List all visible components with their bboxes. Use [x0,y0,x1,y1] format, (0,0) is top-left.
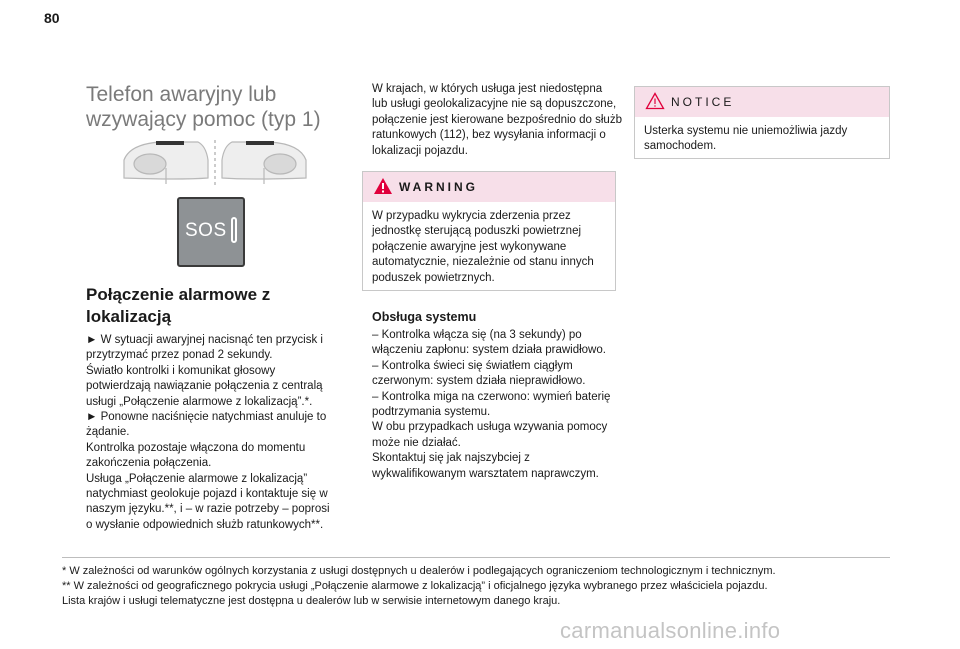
sos-indicator-light [231,217,237,243]
body-line: zakończenia połączenia. [86,457,212,470]
body-line: o wysłanie odpowiednich służb ratunkowych**. [86,518,324,531]
sos-button-illustration [177,197,245,267]
page-title [86,82,356,132]
body-line: żądanie. [86,426,130,439]
warning-line: W przypadku wykrycia zderzenia przez [372,210,571,222]
body-line: ► W sytuacji awaryjnej nacisnąć ten przycisk i [86,334,323,346]
body-line: usługi „Połączenie alarmowe z lokalizacją”.*. [86,395,313,408]
notice-callout [634,86,890,159]
title-line: wzywający pomoc (typ 1) [86,108,321,131]
right-cabin-drawing [222,142,306,184]
warning-callout [362,171,616,291]
warning-header [363,172,615,202]
body-line: natychmiast geolokuje pojazd i kontaktuje się w [86,488,328,501]
body-line: przytrzymać przez ponad 2 sekundy. [86,349,273,362]
notice-body [635,117,889,163]
system-line: W obu przypadkach usługa wzywania pomocy [372,421,608,434]
body-line: potwierdzają nawiązanie połączenia z centralą [86,380,323,393]
body-line: Światło kontrolki i komunikat głosowy [86,364,276,377]
dashboard-illustration [120,138,310,188]
system-line: podtrzymania systemu. [372,406,491,419]
left-overhead-module [156,141,184,145]
footnote: ** W zależności od geograficznego pokrycia usługi „Połączenie alarmowe z lokalizacją” i oficjalnego języka wybranego przez właściciela pojazdu. [62,580,768,592]
warning-line: automatycznie, niezależnie od stanu innych [372,256,594,269]
warning-triangle-icon [373,177,393,195]
footnote: Lista krajów i usługi telematyczne jest dostępna u dealerów lub w serwisie internetowym danego kraju. [62,595,561,607]
right-overhead-module [246,141,274,145]
system-line: – Kontrolka świeci się światłem ciągłym [372,359,573,372]
system-line: wykwalifikowanym warsztatem naprawczym. [372,467,599,480]
left-cabin-drawing [124,142,208,184]
warning-body [363,202,615,294]
body-line: Usługa „Połączenie alarmowe z lokalizacją” [86,472,308,485]
notice-line: Usterka systemu nie uniemożliwia jazdy [644,125,848,137]
intro-line: lokalizacji pojazdu. [372,144,468,157]
notice-label: NOTICE [671,95,735,109]
system-line: może nie działać. [372,436,461,449]
system-heading: Obsługa systemu [372,310,477,324]
warning-line: poduszek powietrznych. [372,271,495,284]
title-line: Telefon awaryjny lub [86,83,277,106]
notice-header [635,87,889,117]
warning-line: jednostkę sterującą poduszki powietrznej [372,225,582,238]
notice-triangle-icon [645,92,665,110]
intro-line: W krajach, w których usługa jest niedostępna [372,83,603,95]
intro-line: połączenie jest kierowane bezpośrednio do służb [372,113,622,126]
system-line: – Kontrolka miga na czerwono: wymień baterię [372,390,611,403]
body-line: ► Ponowne naciśnięcie natychmiast anuluje to [86,411,327,424]
heading-line: Połączenie alarmowe z [86,285,271,304]
section-heading [86,284,356,328]
system-line: włączeniu zapłonu: system działa prawidłowo. [372,344,606,357]
footnotes [62,564,912,609]
intro-line: lub usługi geolokalizacyjne nie są dopuszczone, [372,98,617,111]
system-line: – Kontrolka włącza się (na 3 sekundy) po [372,329,582,341]
page-number: 80 [44,10,60,26]
system-body [372,328,622,482]
sos-label: SOS [185,220,227,241]
footnote: * W zależności od warunków ogólnych korzystania z usługi dostępnych u dealerów i podlegających ograniczeniom technologicznym i technicznym. [62,565,776,577]
warning-label: WARNING [399,180,478,194]
system-line: Skontaktuj się jak najszybciej z [372,452,530,465]
heading-line: lokalizacją [86,307,172,326]
intro-paragraph [372,82,620,159]
section-body [86,333,358,533]
notice-line: samochodem. [644,140,717,153]
watermark: carmanualsonline.info [560,618,781,643]
system-line: czerwonym: system działa nieprawidłowo. [372,375,586,388]
intro-line: ratunkowych (112), bez wysyłania informacji o [372,129,606,142]
warning-line: połączenie awaryjne jest wykonywane [372,240,567,253]
footnote-divider [62,557,890,558]
body-line: Kontrolka pozostaje włączona do momentu [86,441,306,454]
body-line: naszym języku.**, i – w razie potrzeby – poprosi [86,503,330,516]
